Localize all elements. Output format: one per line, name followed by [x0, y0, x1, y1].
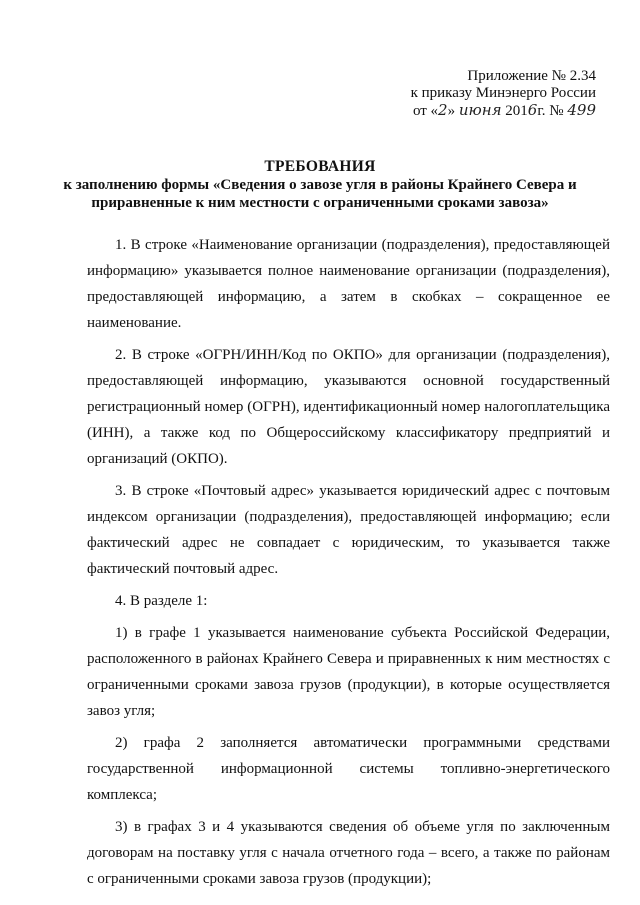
handwritten-month: июня — [458, 101, 502, 119]
paragraph-4-item-3: 3) в графах 3 и 4 указываются сведения об объеме угля по заключенным договорам на поставку угля с начала отчетного года – всего, а также по районам с ограниченными сроками завоза грузов (продукции); — [87, 819, 610, 887]
paragraph-4-item-2: 2) графа 2 заполняется автоматически программными средствами государственной информационной системы топливно-энергетического комплекса; — [87, 735, 610, 803]
document-subtitle: к заполнению формы «Сведения о завозе угля в районы Крайнего Севера и приравненные к ним местности с ограниченными сроками завоза» — [63, 177, 577, 211]
date-sep3: г. № — [537, 103, 568, 119]
date-sep1: » — [447, 103, 459, 119]
handwritten-number: 499 — [567, 101, 596, 119]
annex-header — [411, 68, 596, 120]
handwritten-year: 6 — [527, 101, 538, 119]
paragraph-4-item-1: 1) в графе 1 указывается наименование субъекта Российской Федерации, расположенного в районах Крайнего Севера и приравненных к ним местностях с ограниченными сроками завоза грузов (продукции), в которые осуществляется завоз угля; — [87, 625, 610, 719]
paragraph-1: 1. В строке «Наименование организации (подразделения), предоставляющей информацию» указывается полное наименование организации (подразделения), предоставляющей информацию, а затем в скобках – сокращенное ее наименование. — [87, 237, 610, 331]
handwritten-day: 2 — [438, 101, 448, 119]
document-title: ТРЕБОВАНИЯ — [264, 158, 376, 175]
annex-number: Приложение № 2.34 — [467, 68, 596, 84]
date-sep2: 201 — [501, 103, 528, 119]
annex-order-ref: к приказу Минэнерго России — [410, 85, 596, 101]
date-prefix: от « — [412, 103, 439, 119]
document-heading — [40, 158, 600, 212]
document-body — [87, 232, 610, 892]
paragraph-4: 4. В разделе 1: — [115, 593, 208, 609]
paragraph-2: 2. В строке «ОГРН/ИНН/Код по ОКПО» для организации (подразделения), предоставляющей информацию, указываются основной государственный регистрационный номер (ОГРН), идентификационный номер налогоплательщика (ИНН), а также код по Общероссийскому классификатору предприятий и организаций (ОКПО). — [87, 347, 610, 467]
annex-date-line — [411, 102, 596, 120]
paragraph-3: 3. В строке «Почтовый адрес» указывается юридический адрес с почтовым индексом организации (подразделения), предоставляющей информацию; если фактический адрес не совпадает с юридическим, то указывается также фактический почтовый адрес. — [87, 483, 610, 577]
